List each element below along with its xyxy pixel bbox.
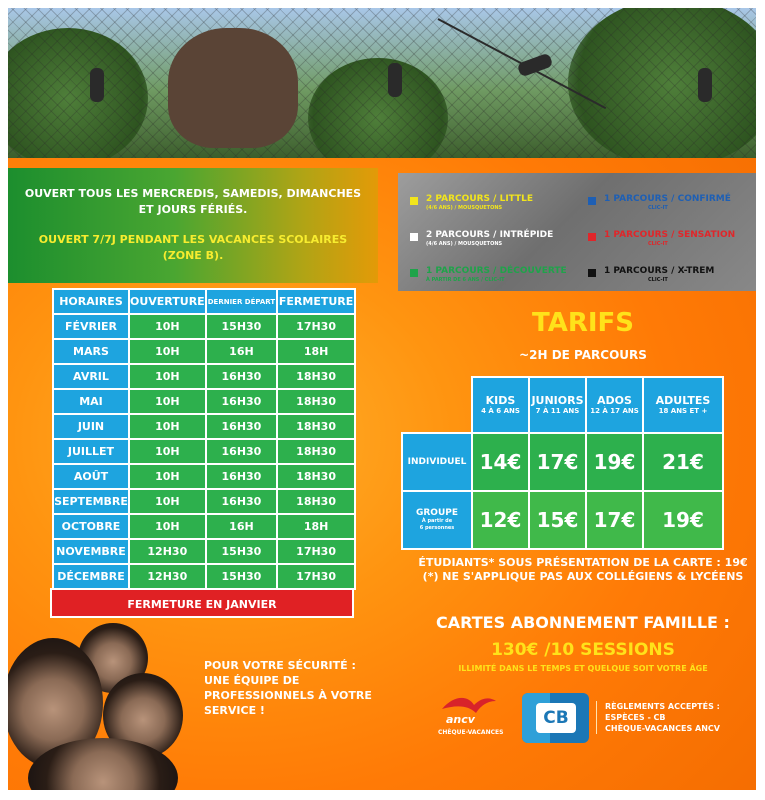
time-cell: 18H30 (277, 464, 355, 489)
time-cell: 18H30 (277, 489, 355, 514)
payment-line: ESPÈCES - CB (605, 713, 666, 722)
family-card-price: 130€ /10 SESSIONS (491, 640, 675, 660)
yellow-square-icon (410, 197, 418, 205)
time-cell: 16H30 (206, 414, 278, 439)
holiday-line: (ZONE B). (162, 249, 224, 262)
header-photo-banner (8, 8, 756, 158)
month-cell: JUILLET (53, 439, 129, 464)
row-header: INDIVIDUEL (402, 433, 472, 491)
column-header: DERNIER DÉPART (206, 289, 278, 314)
climber-figure (698, 68, 712, 102)
table-body (53, 314, 355, 589)
category-age: 4 À 6 ANS (481, 406, 520, 415)
climber-figure (90, 68, 104, 102)
safety-line: POUR VOTRE SÉCURITÉ : (204, 659, 356, 672)
opening-hours-table (52, 288, 356, 590)
price-cell: 21€ (643, 433, 723, 491)
price-cell: 15€ (529, 491, 586, 549)
month-cell: AOÛT (53, 464, 129, 489)
time-cell: 12H30 (129, 564, 206, 589)
skull-obstacle (168, 28, 298, 148)
time-cell: 12H30 (129, 539, 206, 564)
row-header-note: À partir de (421, 518, 453, 524)
time-cell: 16H (206, 514, 278, 539)
course-details: (4/6 ANS) / MOUSQUETONS (426, 241, 503, 247)
green-square-icon (410, 269, 418, 277)
exception-note: (*) NE S'APPLIQUE PAS AUX COLLÉGIENS & LYCÉENS (422, 570, 744, 583)
black-square-icon (588, 269, 596, 277)
category-name: JUNIORS (531, 393, 584, 407)
month-cell: MARS (53, 339, 129, 364)
holiday-line: OUVERT 7/7J PENDANT LES VACANCES SCOLAIRES (38, 233, 348, 246)
table-row (53, 464, 355, 489)
course-name: 1 PARCOURS / DÉCOUVERTE (426, 266, 567, 276)
course-name: 2 PARCOURS / INTRÉPIDE (426, 230, 554, 240)
row-header-note: 6 personnes (419, 525, 455, 531)
category-age: 18 ANS ET + (658, 406, 708, 415)
course-name: 2 PARCOURS / LITTLE (426, 194, 534, 204)
opening-days-box (8, 168, 378, 283)
tarifs-title: TARIFS (531, 308, 635, 338)
month-cell: JUIN (53, 414, 129, 439)
month-cell: NOVEMBRE (53, 539, 129, 564)
flyer (8, 8, 756, 790)
courses-legend (398, 173, 756, 291)
ancv-logo (438, 693, 508, 743)
course-details: CLIC-IT (648, 277, 668, 283)
table-row (53, 414, 355, 439)
blue-square-icon (588, 197, 596, 205)
time-cell: 18H (277, 514, 355, 539)
red-square-icon (588, 233, 596, 241)
course-item (410, 193, 533, 212)
time-cell: 16H30 (206, 489, 278, 514)
cb-card-logo (522, 693, 589, 743)
month-cell: OCTOBRE (53, 514, 129, 539)
time-cell: 16H30 (206, 364, 278, 389)
payment-title: RÈGLEMENTS ACCEPTÉS : (605, 702, 720, 711)
category-name: ADOS (597, 393, 632, 407)
course-item (588, 193, 731, 212)
course-details: CLIC-IT (648, 205, 668, 211)
time-cell: 15H30 (206, 314, 278, 339)
table-row (53, 364, 355, 389)
time-cell: 10H (129, 464, 206, 489)
category-name: ADULTES (655, 393, 711, 407)
time-cell: 18H30 (277, 389, 355, 414)
time-cell: 10H (129, 514, 206, 539)
row-header-label: GROUPE (415, 508, 459, 518)
course-details: (4/6 ANS) / MOUSQUETONS (426, 205, 503, 211)
table-row (53, 439, 355, 464)
opening-line: ET JOURS FÉRIÉS. (138, 203, 248, 216)
tarifs-subtitle: ~2H DE PARCOURS (519, 348, 647, 362)
table-row (53, 489, 355, 514)
month-cell: AVRIL (53, 364, 129, 389)
white-square-icon (410, 233, 418, 241)
time-cell: 16H30 (206, 464, 278, 489)
ancv-logo-text: ancv (446, 713, 475, 726)
price-header-row (402, 377, 723, 433)
course-item (410, 265, 567, 284)
time-cell: 17H30 (277, 564, 355, 589)
category-age: 7 À 11 ANS (535, 406, 580, 415)
time-cell: 10H (129, 439, 206, 464)
time-cell: 10H (129, 389, 206, 414)
student-note: ÉTUDIANTS* SOUS PRÉSENTATION DE LA CARTE : 19€ (418, 556, 748, 569)
category-header (586, 377, 643, 433)
time-cell: 10H (129, 489, 206, 514)
time-cell: 18H30 (277, 439, 355, 464)
category-header (472, 377, 529, 433)
table-row (53, 564, 355, 589)
closing-notice: FERMETURE EN JANVIER (50, 588, 354, 618)
time-cell: 18H30 (277, 364, 355, 389)
category-name: KIDS (485, 393, 516, 407)
category-header (529, 377, 586, 433)
price-cell: 19€ (586, 433, 643, 491)
month-cell: SEPTEMBRE (53, 489, 129, 514)
time-cell: 17H30 (277, 314, 355, 339)
payment-line: CHÈQUE-VACANCES ANCV (605, 724, 720, 733)
family-card-title: CARTES ABONNEMENT FAMILLE : (436, 613, 730, 632)
table-row (53, 514, 355, 539)
column-header: FERMETURE (277, 289, 355, 314)
table-row (53, 339, 355, 364)
month-cell: DÉCEMBRE (53, 564, 129, 589)
opening-line: OUVERT TOUS LES MERCREDIS, SAMEDIS, DIMANCHES (24, 187, 362, 200)
time-cell: 10H (129, 314, 206, 339)
price-cell: 17€ (586, 491, 643, 549)
table-row (53, 389, 355, 414)
climber-figure (388, 63, 402, 97)
empty-corner (402, 377, 472, 433)
course-name: 1 PARCOURS / X-TREM (604, 266, 715, 276)
time-cell: 16H30 (206, 439, 278, 464)
safety-message (204, 658, 374, 718)
price-table (401, 376, 724, 550)
course-details: CLIC-IT (648, 241, 668, 247)
time-cell: 17H30 (277, 539, 355, 564)
cb-logo-text: CB (536, 703, 576, 733)
rope-net (8, 8, 756, 158)
row-header (402, 491, 472, 549)
table-header-row (53, 289, 355, 314)
category-age: 12 À 17 ANS (590, 406, 639, 415)
chimpanzees-image (8, 618, 198, 790)
ancv-caption: CHÈQUE-VACANCES (438, 729, 504, 736)
price-cell: 19€ (643, 491, 723, 549)
time-cell: 10H (129, 339, 206, 364)
column-header: OUVERTURE (129, 289, 206, 314)
course-name: 1 PARCOURS / CONFIRMÉ (604, 194, 731, 204)
course-details: À PARTIR DE 6 ANS / CLIC-IT (426, 277, 505, 283)
price-cell: 14€ (472, 433, 529, 491)
safety-line: UNE ÉQUIPE DE (204, 674, 300, 687)
time-cell: 15H30 (206, 564, 278, 589)
month-cell: MAI (53, 389, 129, 414)
category-header (643, 377, 723, 433)
time-cell: 10H (129, 364, 206, 389)
time-cell: 18H (277, 339, 355, 364)
student-notes (398, 556, 756, 584)
month-cell: FÉVRIER (53, 314, 129, 339)
price-row-group (402, 491, 723, 549)
course-name: 1 PARCOURS / SENSATION (604, 230, 736, 240)
course-item (410, 229, 553, 248)
time-cell: 16H30 (206, 389, 278, 414)
time-cell: 16H (206, 339, 278, 364)
time-cell: 18H30 (277, 414, 355, 439)
course-item (588, 229, 735, 248)
time-cell: 15H30 (206, 539, 278, 564)
time-cell: 10H (129, 414, 206, 439)
price-cell: 12€ (472, 491, 529, 549)
payment-methods (596, 701, 756, 734)
safety-line: SERVICE ! (204, 704, 265, 717)
table-row (53, 539, 355, 564)
safety-line: PROFESSIONNELS À VOTRE (204, 689, 372, 702)
table-row (53, 314, 355, 339)
price-cell: 17€ (529, 433, 586, 491)
family-card-note: ILLIMITÉ DANS LE TEMPS ET QUELQUE SOIT VOTRE ÂGE (458, 664, 708, 673)
column-header: HORAIRES (53, 289, 129, 314)
course-item (588, 265, 714, 284)
price-row-individual (402, 433, 723, 491)
